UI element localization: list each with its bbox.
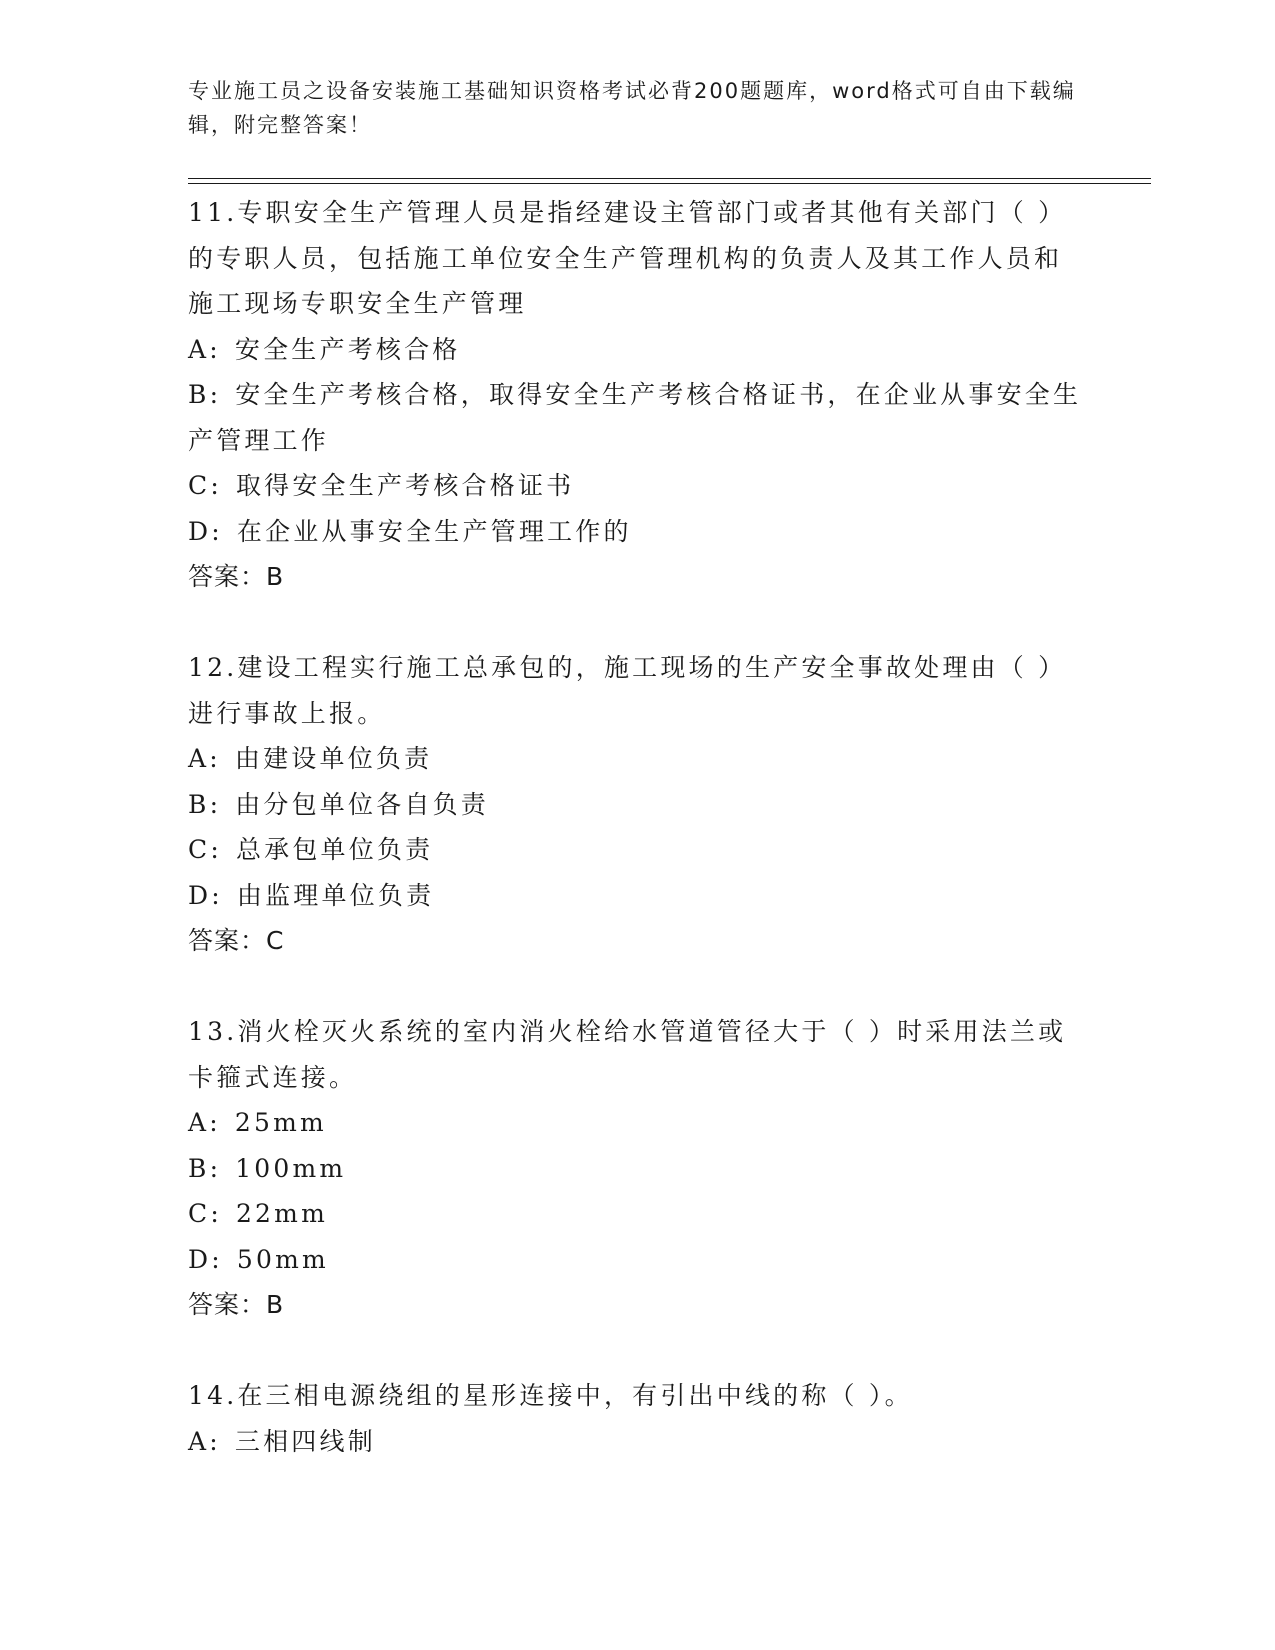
option-letter: A: [188, 744, 221, 773]
option-letter: A: [188, 334, 221, 364]
option-letter: C: [188, 835, 222, 864]
answer-line: 答案：B [188, 562, 285, 591]
option-text: 由建设单位负责 [234, 744, 433, 773]
option-a [188, 736, 1088, 782]
option-a [188, 1100, 1088, 1146]
option-a [188, 327, 1088, 373]
option-c [188, 827, 1088, 873]
option-d [188, 873, 1088, 919]
option-b [188, 782, 1088, 828]
question-12 [188, 645, 1088, 964]
option-letter: B: [188, 1153, 222, 1183]
option-text: 由监理单位负责 [236, 880, 435, 910]
option-text: 安全生产考核合格，取得安全生产考核合格证书，在企业从事安全生产管理工作 [188, 380, 1082, 455]
question-13 [188, 1009, 1088, 1328]
question-stem: 12.建设工程实行施工总承包的，施工现场的生产安全事故处理由（ ）进行事故上报。 [188, 653, 1067, 728]
header-rule-bottom [188, 183, 1151, 184]
option-a [188, 1419, 1088, 1465]
option-text: 取得安全生产考核合格证书 [235, 471, 575, 500]
option-b [188, 372, 1088, 463]
option-text: 100mm [235, 1153, 347, 1183]
option-text: 总承包单位负责 [235, 835, 434, 864]
option-letter: A: [188, 1426, 221, 1456]
option-letter: A: [188, 1108, 221, 1137]
option-text: 50mm [236, 1244, 329, 1274]
option-letter: D: [188, 880, 223, 910]
option-d [188, 1237, 1088, 1283]
question-stem: 13.消火栓灭火系统的室内消火栓给水管道管径大于（ ）时采用法兰或卡箍式连接。 [188, 1017, 1067, 1092]
answer-line: 答案：B [188, 1290, 285, 1319]
option-c [188, 1191, 1088, 1237]
question-11 [188, 190, 1088, 600]
option-b [188, 1146, 1088, 1192]
option-text: 安全生产考核合格 [234, 334, 461, 364]
option-letter: B: [188, 789, 222, 819]
option-letter: C: [188, 471, 222, 500]
option-letter: C: [188, 1199, 222, 1228]
option-d [188, 509, 1088, 555]
question-stem: 11.专职安全生产管理人员是指经建设主管部门或者其他有关部门（ ）的专职人员，包括施工单位安全生产管理机构的负责人及其工作人员和施工现场专职安全生产管理 [188, 198, 1067, 318]
option-text: 由分包单位各自负责 [235, 789, 490, 819]
option-letter: D: [188, 1244, 223, 1274]
option-letter: B: [188, 380, 222, 409]
document-header: 专业施工员之设备安装施工基础知识资格考试必背200题题库，word格式可自由下载编辑，附完整答案！ [188, 79, 1076, 137]
question-list [188, 190, 1088, 1510]
question-stem: 14.在三相电源绕组的星形连接中，有引出中线的称（ ）。 [188, 1381, 913, 1410]
question-14 [188, 1373, 1088, 1464]
header-rule-top [188, 178, 1151, 179]
option-text: 三相四线制 [234, 1426, 376, 1456]
option-c [188, 463, 1088, 509]
answer-line: 答案：C [188, 926, 285, 955]
option-letter: D: [188, 516, 223, 546]
option-text: 在企业从事安全生产管理工作的 [236, 516, 632, 546]
option-text: 25mm [234, 1108, 327, 1137]
option-text: 22mm [235, 1199, 328, 1228]
